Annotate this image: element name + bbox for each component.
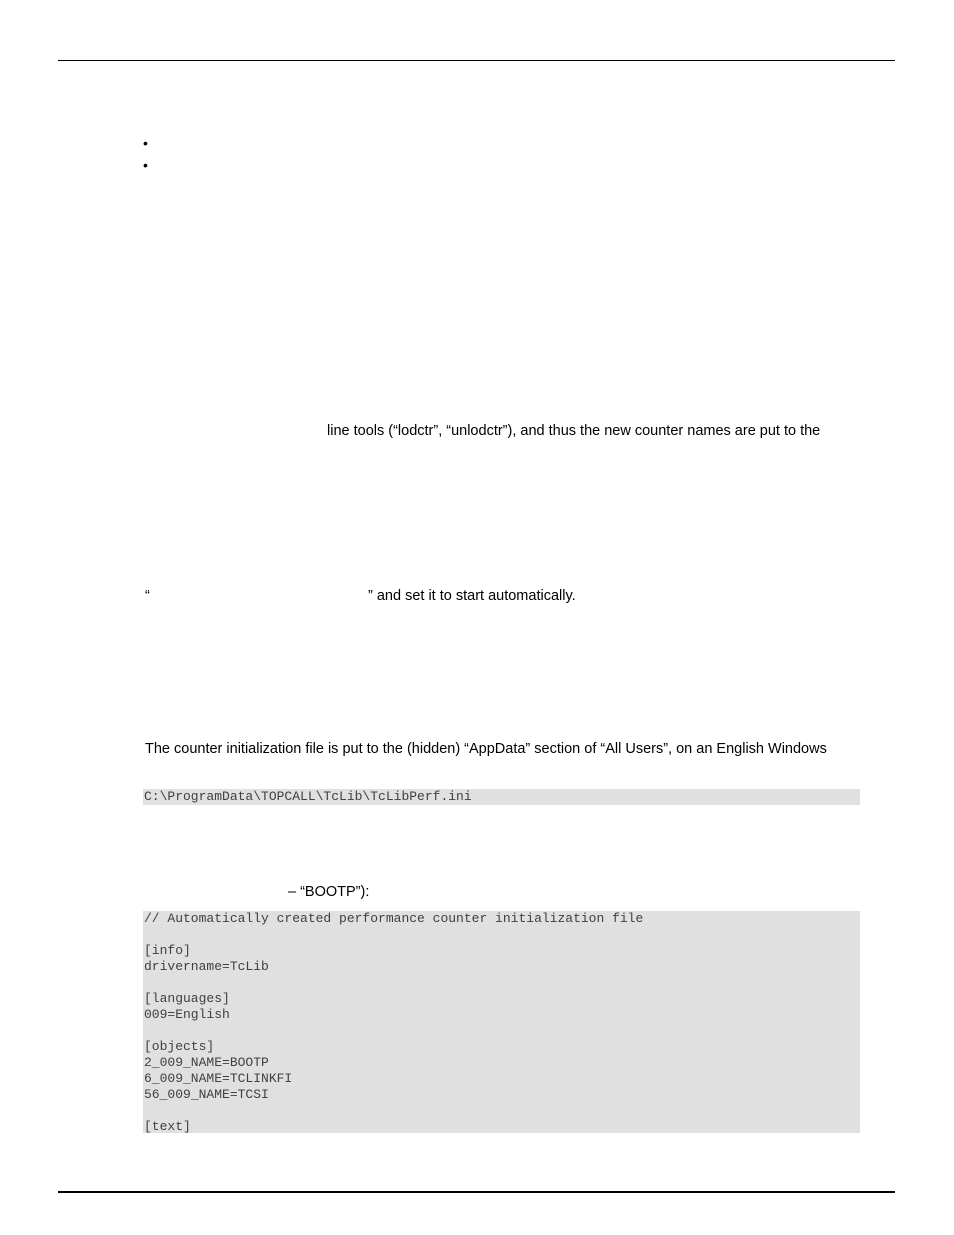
service-open-quote: “ [145,588,150,604]
code-line: // Automatically created performance counter initialization file [144,911,644,926]
code-line: 009=English [144,1007,230,1022]
code-line: 2_009_NAME=BOOTP [144,1055,269,1070]
code-line: [objects] [144,1039,215,1054]
code-line: 56_009_NAME=TCSI [144,1087,269,1102]
code-line: [info] [144,943,191,958]
code-line [144,975,860,991]
footer-rule [58,1191,895,1193]
code-line [144,1103,860,1119]
bootp-paragraph-line: – “BOOTP”): [288,884,370,900]
code-line [144,1023,860,1039]
code-line: drivername=TcLib [144,959,269,974]
code-line: [text] [144,1119,191,1134]
code-line [144,927,860,943]
appdata-paragraph-line: The counter initialization file is put to the (hidden) “AppData” section of “All Users”, on an English Windows [145,741,827,757]
code-line: [languages] [144,991,230,1006]
code-line: C:\ProgramData\TOPCALL\TcLib\TcLibPerf.ini [144,789,472,804]
code-line: 6_009_NAME=TCLINKFI [144,1071,293,1086]
header-rule [58,60,895,61]
service-paragraph-line: ” and set it to start automatically. [368,588,576,604]
path-code-block [143,789,860,805]
ini-code-block [143,911,860,1133]
bullet-1: • [143,135,148,151]
lodctr-paragraph-line: line tools (“lodctr”, “unlodctr”), and thus the new counter names are put to the [327,423,821,439]
bullet-2: • [143,157,148,173]
